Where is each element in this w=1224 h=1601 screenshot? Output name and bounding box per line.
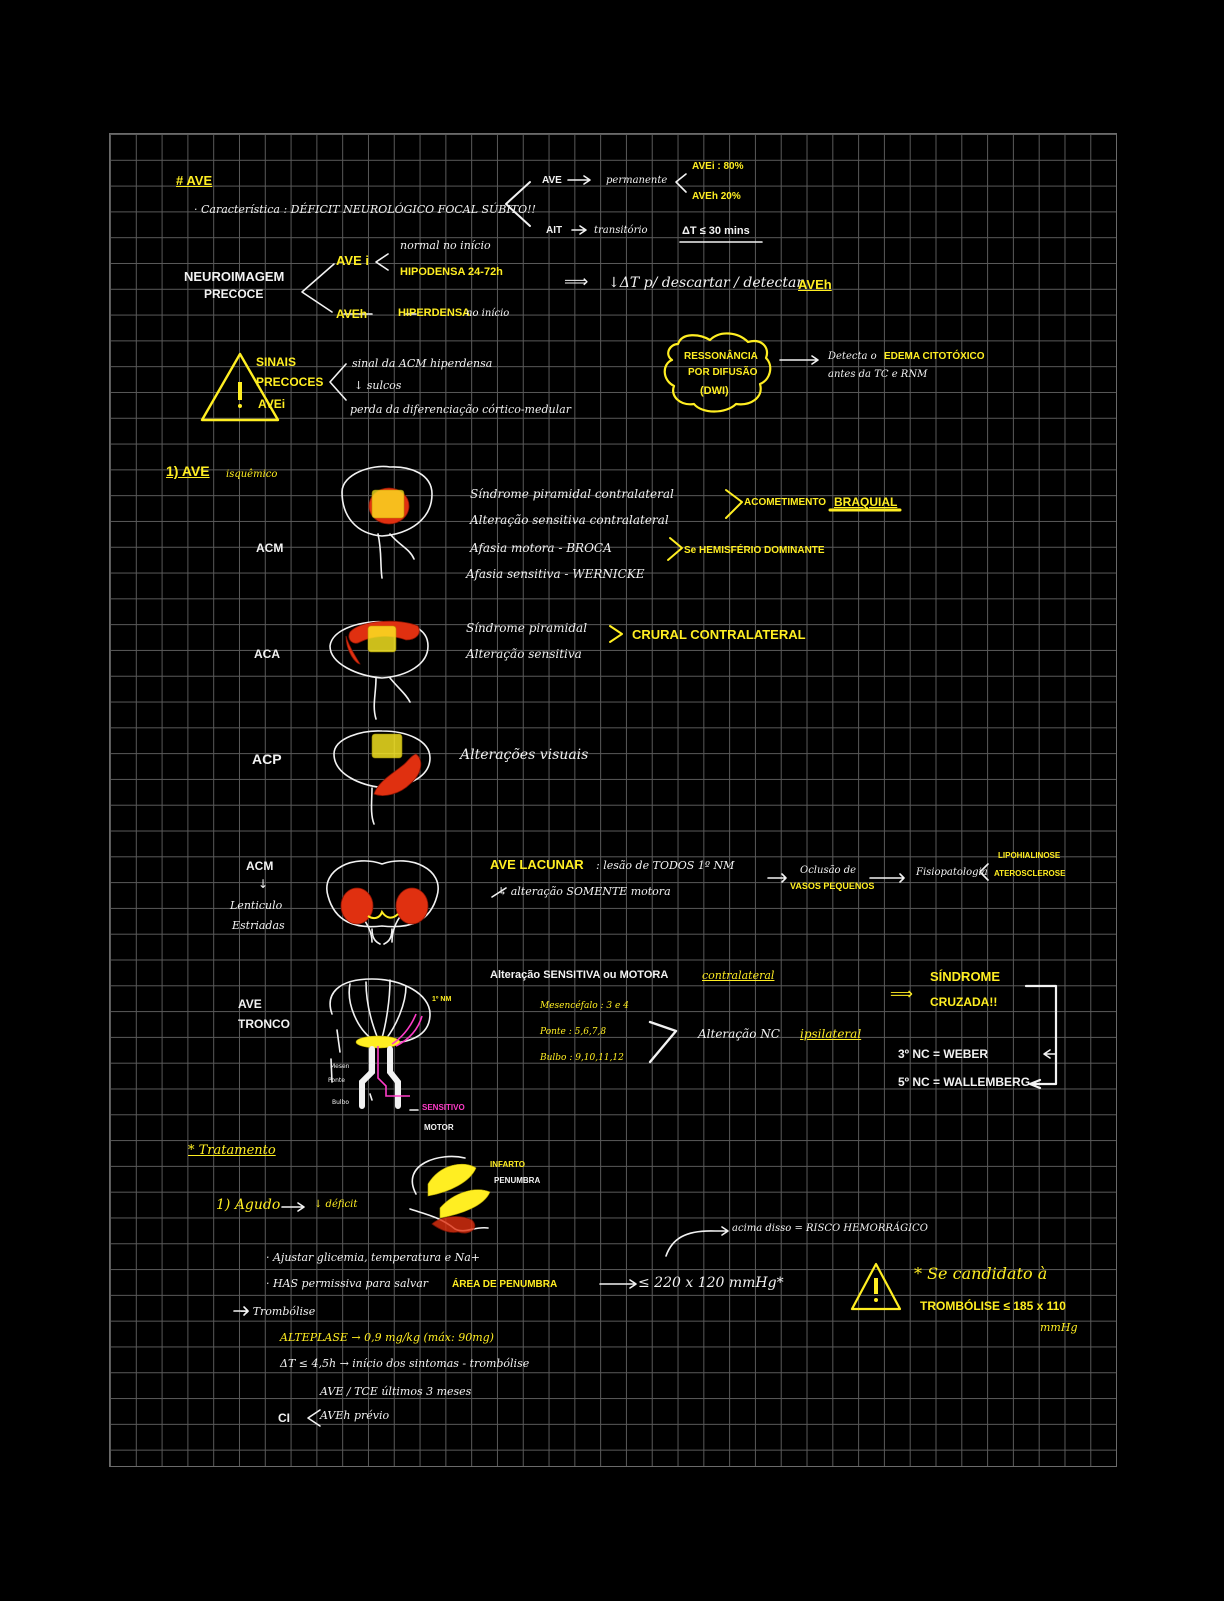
acm-line-2: Alteração sensitiva contralateral xyxy=(470,513,669,527)
motor-text: MOTOR xyxy=(424,1123,454,1132)
perda-diferenciacao-text: perda da diferenciação córtico-medular xyxy=(350,403,571,416)
primeiro-nm-text: 1º NM xyxy=(432,996,452,1003)
tronco-label: TRONCO xyxy=(238,1017,290,1031)
braquial-text: BRAQUIAL xyxy=(834,495,898,509)
aterosclerose-text: ATEROSCLEROSE xyxy=(994,869,1066,878)
tc-aveh-text: AVEh xyxy=(798,277,832,292)
agudo-label: 1) Agudo xyxy=(216,1197,281,1213)
trombolise-label: → Trombólise xyxy=(240,1305,316,1318)
mesencefalo-text: Mesencéfalo : 3 e 4 xyxy=(540,1001,629,1011)
acm-line-1: Síndrome piramidal contralateral xyxy=(470,487,674,501)
bulbo-text: Bulbo : 9,10,11,12 xyxy=(540,1053,624,1063)
deficit-text: ↓ déficit xyxy=(314,1199,358,1210)
dwi-label: (DWI) xyxy=(700,385,729,397)
sinais-label: SINAIS xyxy=(256,355,297,369)
lipohialinose-text: LIPOHIALINOSE xyxy=(998,851,1061,860)
ait-label: AIT xyxy=(546,225,563,236)
hiperdensa-text: HIPERDENSA xyxy=(398,307,471,319)
normal-inicio-text: normal no início xyxy=(400,239,491,252)
estriadas-label: Estriadas xyxy=(232,919,285,932)
sindrome-text: SÍNDROME xyxy=(930,969,1001,984)
lacunar-down-arrow: ↓ xyxy=(258,877,269,891)
isquemico-title: 1) AVE xyxy=(166,463,210,479)
ressonancia-label: RESSONÂNCIA xyxy=(684,351,758,362)
ave-label: AVE xyxy=(542,175,562,186)
avei-percent: AVEi : 80% xyxy=(692,161,744,172)
crural-contralateral-text: CRURAL CONTRALATERAL xyxy=(632,627,806,642)
ave-lacunar-title: AVE LACUNAR xyxy=(490,857,584,872)
aveh-label: AVEh xyxy=(336,307,368,321)
aca-line-2: Alteração sensitiva xyxy=(466,647,582,661)
permanente-text: permanente xyxy=(606,175,668,186)
sensitivo-text: SENSITIVO xyxy=(422,1103,465,1112)
bulbo-small-label: Bulbo xyxy=(332,1099,350,1106)
grid-paper xyxy=(109,133,1117,1467)
has-permissiva-text: · HAS permissiva para salvar xyxy=(266,1277,429,1290)
trombolise-185-text: TROMBÓLISE ≤ 185 x 110 xyxy=(920,1299,1066,1313)
neuroimagem-label: NEUROIMAGEM xyxy=(184,269,285,284)
detecta-text: Detecta o xyxy=(828,351,877,362)
section-title: # AVE xyxy=(176,173,213,188)
tratamento-title: * Tratamento xyxy=(188,1143,276,1158)
acometimento-text: ACOMETIMENTO xyxy=(744,497,827,508)
tronco-alteracao-text: Alteração SENSITIVA ou MOTORA xyxy=(490,969,669,981)
tronco-ave-label: AVE xyxy=(238,997,262,1011)
acm-label: ACM xyxy=(256,541,284,555)
alteracao-nc-text: Alteração NC xyxy=(698,1027,780,1041)
pa-220-text: ≤ 220 x 120 mmHg* xyxy=(638,1275,784,1291)
ajustar-glicemia-text: · Ajustar glicemia, temperatura e Na+ xyxy=(266,1251,481,1264)
area-penumbra-text: ÁREA DE PENUMBRA xyxy=(452,1279,558,1290)
sulcos-text: ↓ sulcos xyxy=(354,379,402,392)
se-candidato-text: * Se candidato à xyxy=(914,1264,1048,1283)
dt-45h-text: ΔT ≤ 4,5h → início dos sintomas - trombólise xyxy=(280,1357,530,1370)
vasos-pequenos-text: VASOS PEQUENOS xyxy=(790,881,875,891)
ci-label: CI xyxy=(278,1411,290,1425)
dt-30-text: ΔT ≤ 30 mins xyxy=(682,225,750,237)
hipodensa-text: HIPODENSA 24-72h xyxy=(400,266,503,278)
cruzada-text: CRUZADA!! xyxy=(930,995,998,1009)
penumbra-label: PENUMBRA xyxy=(494,1176,541,1185)
infarto-label: INFARTO xyxy=(490,1160,525,1169)
risco-hemorragico-text: acima disso = RISCO HEMORRÁGICO xyxy=(732,1223,928,1234)
edema-text: EDEMA CITOTÓXICO xyxy=(884,351,985,362)
alteplase-text: ALTEPLASE → 0,9 mg/kg (máx: 90mg) xyxy=(280,1331,494,1344)
caracteristica-text: · Característica : DÉFICIT NEUROLÓGICO FOCAL SÚBITO!! xyxy=(194,203,536,216)
acp-label: ACP xyxy=(252,751,282,767)
wallemberg-text: 5º NC = WALLEMBERG xyxy=(898,1075,1031,1089)
transitorio-text: transitório xyxy=(594,225,648,236)
lacunar-motora-text: ↳ alteração SOMENTE motora xyxy=(498,885,671,898)
lenticulo-label: Lenticulo xyxy=(230,899,283,912)
precoce-label: PRECOCE xyxy=(204,287,264,301)
avei-label: AVE i xyxy=(336,253,369,268)
mesen-small-label: Mesen xyxy=(330,1063,350,1070)
acp-line-1: Alterações visuais xyxy=(460,747,589,763)
ipsilateral-text: ipsilateral xyxy=(800,1027,862,1041)
oclusao-text: Oclusão de xyxy=(800,865,857,876)
avei-sinais-label: AVEi xyxy=(258,397,286,411)
implies-arrow: ⟹ xyxy=(564,272,589,292)
precoces-label: PRECOCES xyxy=(256,375,324,389)
tronco-contralateral-text: contralateral xyxy=(702,969,775,982)
no-inicio-text: no início xyxy=(466,308,510,319)
aca-line-1: Síndrome piramidal xyxy=(466,621,588,635)
ci-ave-tce-text: AVE / TCE últimos 3 meses xyxy=(320,1385,472,1398)
antes-tc-text: antes da TC e RNM xyxy=(828,369,928,380)
sinal-acm-text: sinal da ACM hiperdensa xyxy=(352,357,493,370)
lacunar-acm-label: ACM xyxy=(246,859,274,873)
acm-line-3: Afasia motora - BROCA xyxy=(470,541,612,555)
fisiopatologia-text: Fisiopatologia xyxy=(916,867,988,878)
ci-aveh-text: AVEh prévio xyxy=(320,1409,390,1422)
aveh-percent: AVEh 20% xyxy=(692,191,741,202)
ponte-small-label: Ponte xyxy=(328,1077,345,1084)
weber-text: 3º NC = WEBER xyxy=(898,1047,989,1061)
tronco-implies-arrow: ⟹ xyxy=(890,984,913,1003)
acm-line-4: Afasia sensitiva - WERNICKE xyxy=(466,567,645,581)
aca-label: ACA xyxy=(254,647,280,661)
lacunar-lesao-text: : lesão de TODOS 1º NM xyxy=(596,859,735,872)
mmhg-text: mmHg xyxy=(1040,1321,1078,1334)
difusao-label: POR DIFUSÃO xyxy=(688,367,758,378)
hemisferio-dominante-text: Se HEMISFÉRIO DOMINANTE xyxy=(684,545,825,556)
ponte-text: Ponte : 5,6,7,8 xyxy=(540,1027,607,1037)
tc-descartar-text: ↓ΔT p/ descartar / detectar xyxy=(608,275,804,291)
isquemico-suffix: isquêmico xyxy=(226,469,278,480)
